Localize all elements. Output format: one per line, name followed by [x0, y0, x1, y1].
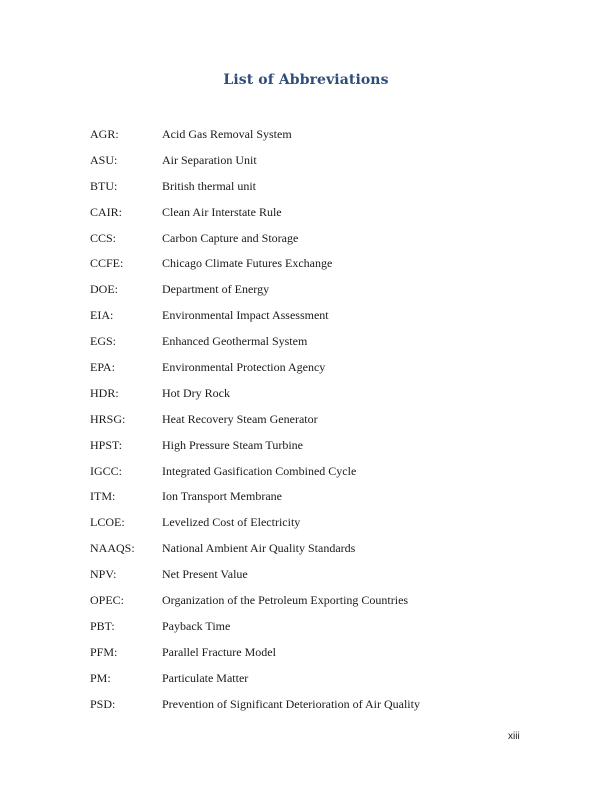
abbreviation-row: [90, 254, 550, 280]
abbreviation-row: [90, 229, 550, 255]
abbreviation-row: [90, 125, 550, 151]
abbreviation-row: [90, 203, 550, 229]
abbreviation-term: ITM:: [90, 489, 116, 504]
abbreviation-definition: Organization of the Petroleum Exporting Countries: [162, 593, 409, 608]
abbreviation-definition: Environmental Impact Assessment: [162, 308, 329, 323]
abbreviation-row: [90, 513, 550, 539]
abbreviation-definition: Levelized Cost of Electricity: [162, 515, 301, 530]
abbreviation-term: CCS:: [90, 230, 117, 245]
abbreviation-row: [90, 591, 550, 617]
abbreviation-term: AGR:: [90, 127, 119, 141]
abbreviation-definition: Integrated Gasification Combined Cycle: [162, 463, 357, 478]
abbreviation-row: [90, 151, 550, 177]
abbreviation-definition: Parallel Fracture Model: [162, 644, 276, 659]
abbreviation-term: LCOE:: [90, 515, 125, 530]
abbreviation-term: PSD:: [90, 696, 116, 711]
abbreviation-term: HPST:: [90, 437, 123, 452]
abbreviation-row: [90, 539, 550, 565]
abbreviation-definition: Hot Dry Rock: [162, 385, 230, 400]
abbreviation-definition: Department of Energy: [162, 282, 270, 297]
abbreviation-row: [90, 462, 550, 488]
page-number: xiii: [508, 731, 520, 742]
abbreviation-term: PBT:: [90, 618, 115, 633]
abbreviation-row: [90, 565, 550, 591]
abbreviation-term: EGS:: [90, 334, 117, 349]
abbreviation-term: PFM:: [90, 644, 118, 659]
abbreviation-definition: Clean Air Interstate Rule: [162, 204, 282, 219]
abbreviation-definition: High Pressure Steam Turbine: [162, 437, 303, 452]
abbreviation-definition: Payback Time: [162, 618, 231, 633]
abbreviation-row: [90, 487, 550, 513]
abbreviation-row: [90, 280, 550, 306]
abbreviation-definition: Particulate Matter: [162, 670, 249, 685]
abbreviation-row: [90, 617, 550, 643]
abbreviation-row: [90, 332, 550, 358]
abbreviation-definition: Acid Gas Removal System: [162, 127, 292, 141]
abbreviation-term: NPV:: [90, 567, 117, 582]
abbreviation-definition: Enhanced Geothermal System: [162, 334, 308, 349]
abbreviation-definition: Air Separation Unit: [162, 152, 257, 167]
abbreviation-term: IGCC:: [90, 463, 123, 478]
abbreviation-term: CAIR:: [90, 204, 123, 219]
abbreviation-term: HDR:: [90, 385, 119, 400]
abbreviation-term: DOE:: [90, 282, 118, 297]
abbreviation-term: PM:: [90, 670, 111, 685]
abbreviation-definition: Net Present Value: [162, 567, 248, 582]
abbreviation-row: [90, 306, 550, 332]
abbreviation-definition: Heat Recovery Steam Generator: [162, 411, 318, 426]
abbreviation-term: OPEC:: [90, 593, 125, 608]
abbreviation-term: EIA:: [90, 308, 114, 323]
abbreviation-row: [90, 695, 550, 721]
abbreviation-definition: British thermal unit: [162, 178, 256, 193]
abbreviation-row: [90, 410, 550, 436]
abbreviation-row: [90, 177, 550, 203]
abbreviation-term: ASU:: [90, 152, 118, 167]
abbreviation-definition: Chicago Climate Futures Exchange: [162, 256, 333, 271]
abbreviation-definition: Carbon Capture and Storage: [162, 230, 299, 245]
abbreviation-term: HRSG:: [90, 411, 126, 426]
abbreviation-row: [90, 358, 550, 384]
abbreviation-term: CCFE:: [90, 256, 124, 271]
abbreviation-definition: Ion Transport Membrane: [162, 489, 282, 504]
abbreviation-definition: Prevention of Significant Deterioration of Air Quality: [162, 696, 420, 711]
abbreviation-term: EPA:: [90, 360, 115, 375]
abbreviation-list: [90, 125, 550, 720]
abbreviation-row: [90, 643, 550, 669]
abbreviation-row: [90, 669, 550, 695]
abbreviation-definition: National Ambient Air Quality Standards: [162, 541, 356, 556]
abbreviation-row: [90, 384, 550, 410]
abbreviation-term: NAAQS:: [90, 541, 135, 556]
abbreviation-term: BTU:: [90, 178, 118, 193]
page-title: List of Abbreviations: [223, 72, 389, 88]
abbreviation-definition: Environmental Protection Agency: [162, 360, 326, 375]
abbreviation-row: [90, 436, 550, 462]
